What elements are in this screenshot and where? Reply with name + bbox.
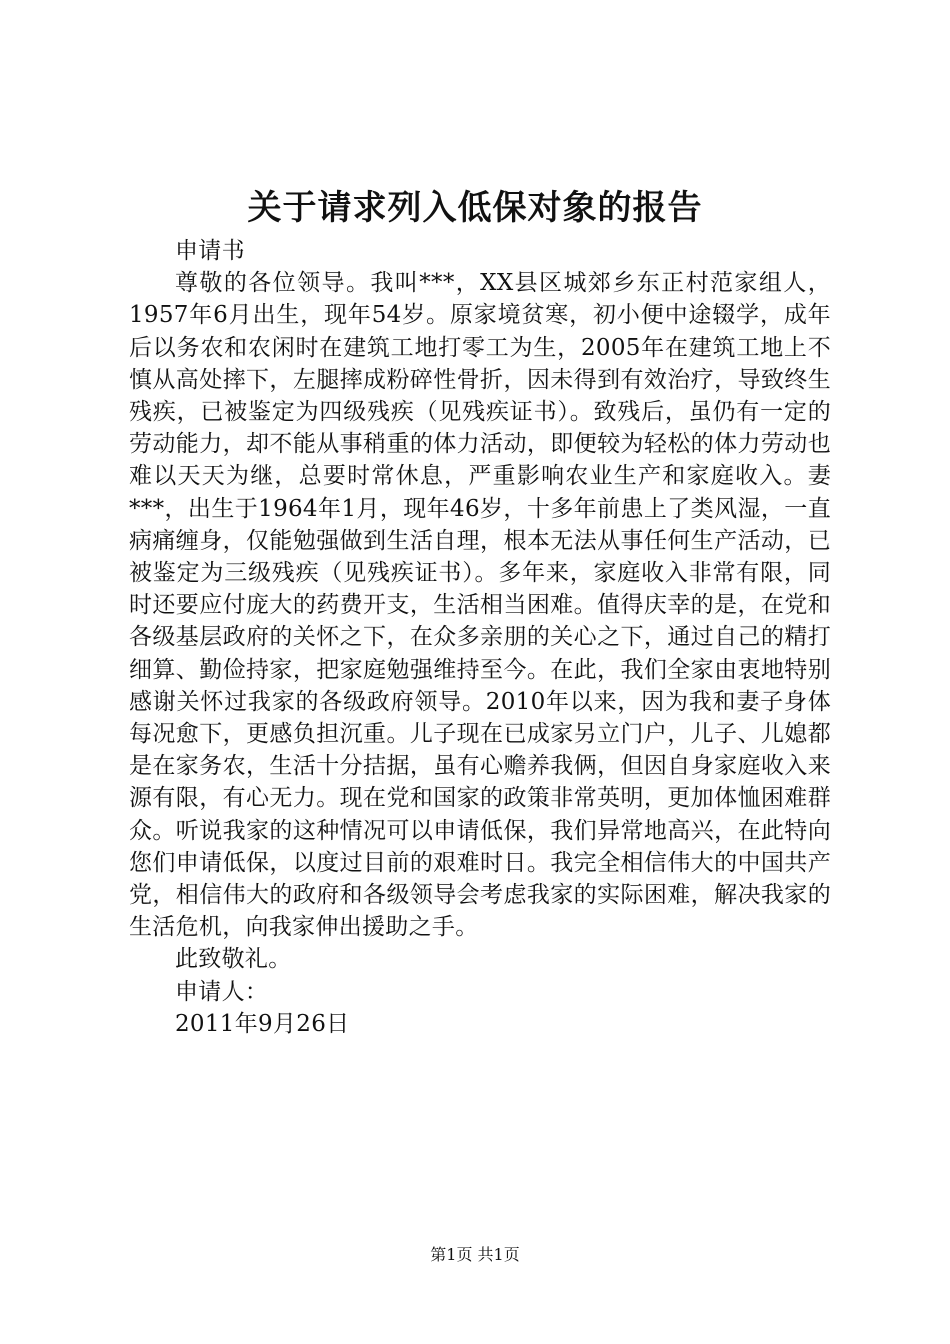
document-content — [129, 235, 831, 1040]
page-number: 第1页 共1页 — [430, 1245, 520, 1264]
date-line: 2011年9月26日 — [175, 1010, 350, 1037]
heading-line: 申请书 — [175, 238, 245, 264]
body-paragraph: 尊敬的各位领导。我叫***，XX县区城郊乡东正村范家组人，1957年6月出生，现年54岁。原家境贫寒，初小便中途辍学，成年后以务农和农闲时在建筑工地打零工为生，2005年在建筑工地上不慎从高处摔下，左腿摔成粉碎性骨折，因未得到有效治疗，导致终生残疾，已被鉴定为四级残疾（见残疾证书）。致残后，虽仍有一定的劳动能力，却不能从事稍重的体力活动，即便较为轻松的体力劳动也难以天天为继，总要时常休息，严重影响农业生产和家庭收入。妻***，出生于1964年1月，现年46岁，十多年前患上了类风湿，一直病痛缠身，仅能勉强做到生活自理，根本无法从事任何生产活动，已被鉴定为三级残疾（见残疾证书）。多年来，家庭收入非常有限，同时还要应付庞大的药费开支，生活相当困难。值得庆幸的是，在党和各级基层政府的关怀之下，在众多亲朋的关心之下，通过自己的精打细算、勤俭持家，把家庭勉强维持至今。在此，我们全家由衷地特别感谢关怀过我家的各级政府领导。2010年以来，因为我和妻子身体每况愈下，更感负担沉重。儿子现在已成家另立门户，儿子、儿媳都是在家务农，生活十分拮据，虽有心赡养我俩，但因自身家庭收入来源有限，有心无力。现在党和国家的政策非常英明，更加体恤困难群众。听说我家的这种情况可以申请低保，我们异常地高兴，在此特向您们申请低保，以度过目前的艰难时日。我完全相信伟大的中国共产党，相信伟大的政府和各级领导会考虑我家的实际困难，解决我家的生活危机，向我家伸出援助之手。 — [129, 270, 831, 941]
closing-line: 此致敬礼。 — [175, 946, 292, 973]
applicant-line: 申请人： — [175, 978, 269, 1005]
document-title: 关于请求列入低保对象的报告 — [247, 188, 703, 228]
